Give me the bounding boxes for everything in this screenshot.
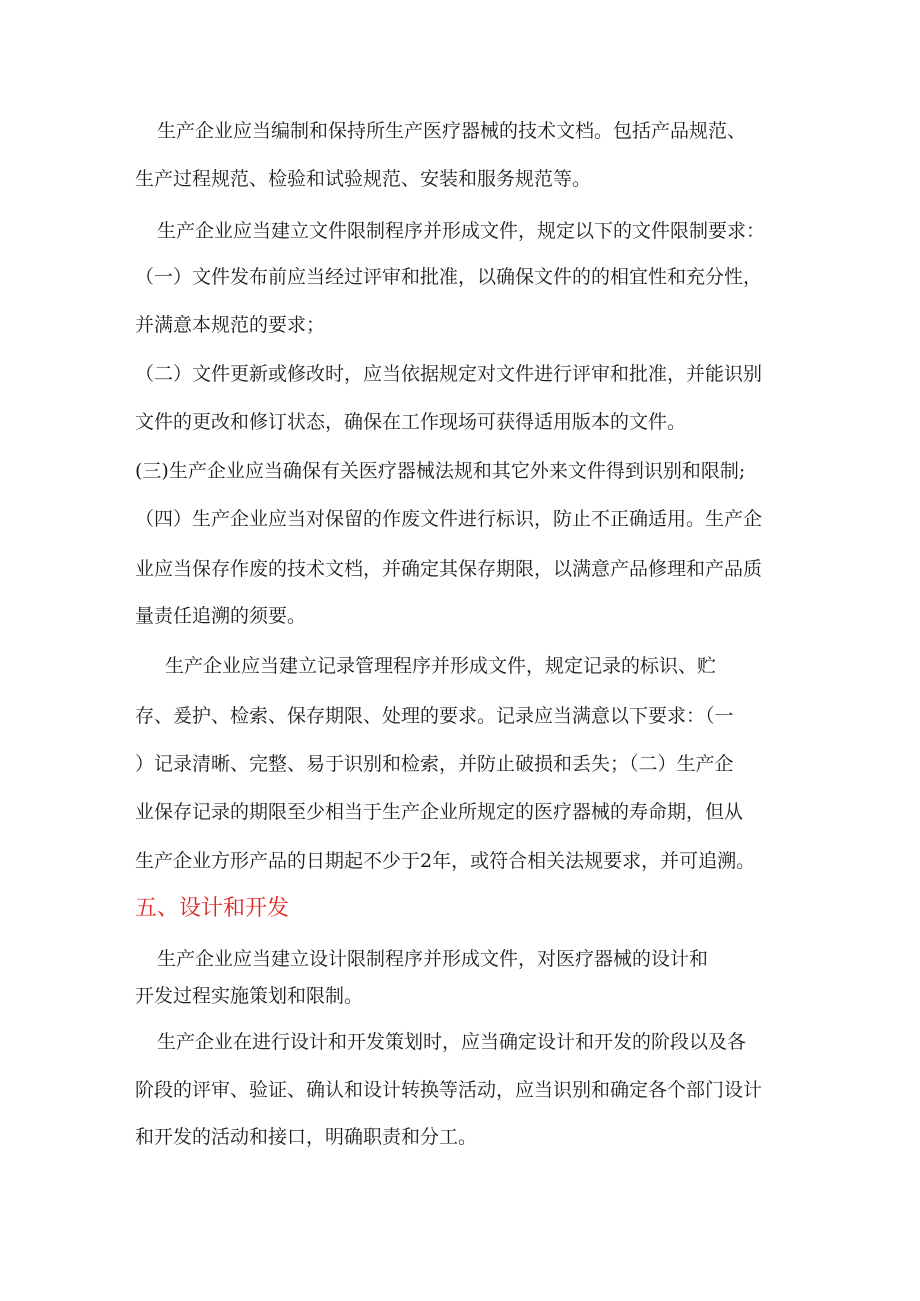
paragraph-line: 生产企业应当建立文件限制程序并形成文件，规定以下的文件限制要求： [157, 220, 766, 242]
paragraph-line: 生产企业应当建立记录管理程序并形成文件，规定记录的标识、贮 [165, 655, 717, 677]
paragraph-line: 业应当保存作废的技术文档，并确定其保存期限，以满意产品修理和产品质 [135, 558, 763, 580]
paragraph-line: 阶段的评审、验证、确认和设计转换等活动，应当识别和确定各个部门设计 [135, 1079, 763, 1101]
paragraph-line: 业保存记录的期限至少相当于生产企业所规定的医疗器械的寿命期，但从 [135, 801, 744, 823]
paragraph-line: 文件的更改和修订状态，确保在工作现场可获得适用版本的文件。 [135, 411, 687, 433]
paragraph-line: 存、爰护、检索、保存期限、处理的要求。记录应当满意以下要求：（一 [135, 705, 734, 727]
paragraph-line: 生产企业应当编制和保持所生产医疗器械的技术文档。包括产品规范、 [157, 120, 747, 142]
paragraph-line: 开发过程实施策划和限制。 [135, 985, 364, 1007]
paragraph-line: 量责任追溯的须要。 [135, 605, 307, 627]
paragraph-line: ）记录清晰、完整、易于识别和检索，并防止破损和丢失；（二）生产企 [135, 753, 734, 775]
paragraph-line: 生产企业在进行设计和开发策划时，应当确定设计和开发的阶段以及各 [157, 1031, 747, 1053]
paragraph-line: (三)生产企业应当确保有关医疗器械法规和其它外来文件得到识别和限制; [135, 460, 746, 482]
paragraph-line: 生产企业应当建立设计限制程序并形成文件，对医疗器械的设计和 [157, 948, 709, 970]
paragraph-line: （二）文件更新或修改时，应当依据规定对文件进行评审和批准，并能识别 [135, 363, 763, 385]
paragraph-line: 和开发的活动和接口，明确职责和分工。 [135, 1126, 478, 1148]
paragraph-line: （四）生产企业应当对保留的作废文件进行标识，防止不正确适用。生产企 [135, 508, 763, 530]
paragraph-line: 生产过程规范、检验和试验规范、安装和服务规范等。 [135, 168, 592, 190]
paragraph-line: 生产企业方形产品的日期起不少于2年，或符合相关法规要求，并可追溯。 [135, 850, 756, 872]
paragraph-line: （一）文件发布前应当经过评审和批准，以确保文件的的相宜性和充分性， [135, 266, 763, 288]
paragraph-line: 并满意本规范的要求； [135, 314, 326, 336]
section-heading: 五、设计和开发 [135, 896, 290, 921]
